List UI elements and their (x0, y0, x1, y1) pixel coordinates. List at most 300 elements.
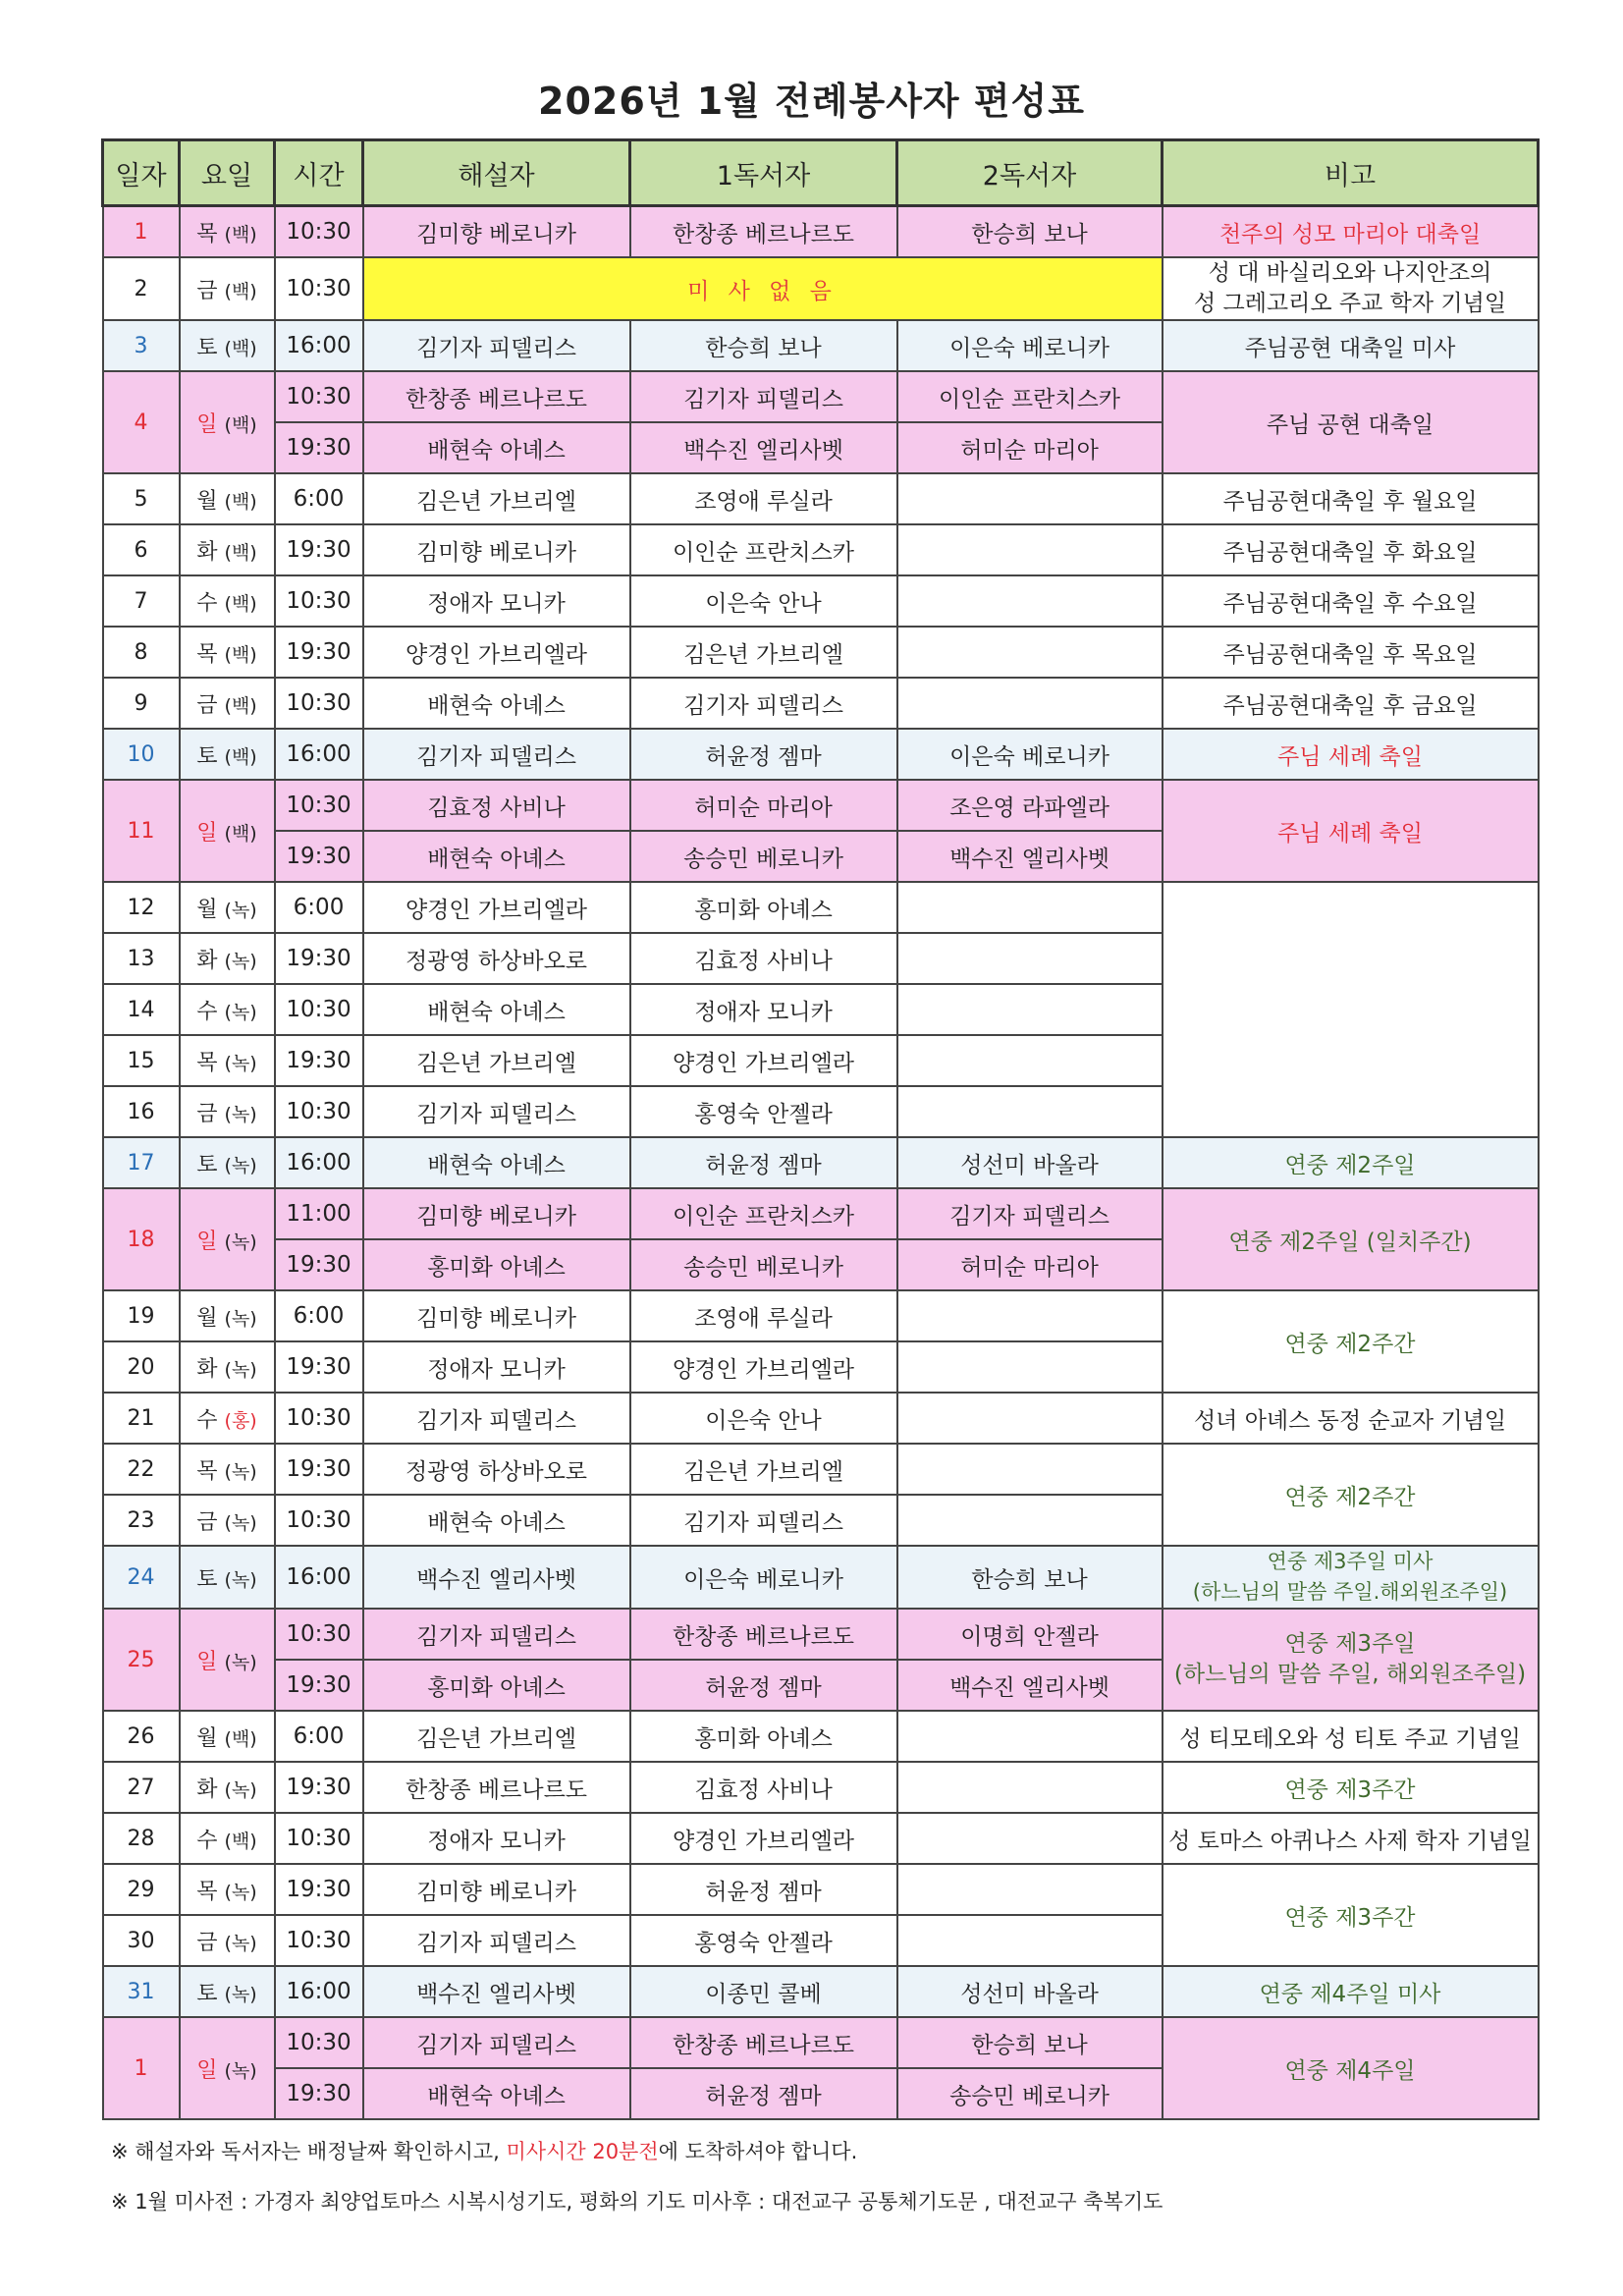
liturgical-color: (녹) (224, 1568, 257, 1591)
reader1-cell: 김기자 피델리스 (630, 371, 897, 422)
commentator-cell: 김은년 가브리엘 (363, 1711, 630, 1762)
time-cell: 16:00 (275, 1966, 363, 2017)
time-cell: 10:30 (275, 1609, 363, 1660)
note-cell: 성녀 아녜스 동정 순교자 기념일 (1163, 1393, 1539, 1444)
reader1-cell: 이은숙 안나 (630, 1393, 897, 1444)
reader1-cell: 홍미화 아녜스 (630, 882, 897, 933)
reader1-cell: 이은숙 안나 (630, 575, 897, 627)
liturgical-color: (녹) (224, 1651, 257, 1673)
weekday-cell (180, 257, 275, 320)
weekday-cell (180, 933, 275, 984)
liturgical-color: (녹) (224, 1511, 257, 1534)
reader2-cell (897, 1711, 1163, 1762)
note-cell: 연중 제2주간 (1163, 1444, 1539, 1546)
note-cell: 연중 제3주간 (1163, 1762, 1539, 1813)
day-cell: 30 (103, 1915, 180, 1966)
note-cell: 성 티모테오와 성 티토 주교 기념일 (1163, 1711, 1539, 1762)
day-cell: 19 (103, 1290, 180, 1341)
weekday-name: 금 (196, 1101, 218, 1126)
liturgical-color: (백) (224, 1830, 257, 1852)
table-row (103, 729, 1539, 780)
table-row (103, 575, 1539, 627)
weekday-cell (180, 1290, 275, 1341)
note-cell: 주님공현대축일 후 목요일 (1163, 627, 1539, 678)
time-cell: 10:30 (275, 575, 363, 627)
table-row (103, 1546, 1539, 1609)
time-cell: 16:00 (275, 1546, 363, 1609)
weekday-name: 화 (196, 539, 218, 565)
reader1-cell: 백수진 엘리사벳 (630, 422, 897, 473)
note-line-2: 성 그레고리오 주교 학자 기념일 (1193, 291, 1507, 316)
reader2-cell: 허미순 마리아 (897, 1239, 1163, 1290)
note-line-1: 성 대 바실리오와 나지안조의 (1208, 260, 1492, 286)
reader2-cell (897, 1035, 1163, 1086)
time-cell: 16:00 (275, 729, 363, 780)
weekday-name: 토 (196, 1566, 218, 1592)
footer-note-2: ※ 1월 미사전 : 가경자 최양업토마스 시복시성기도, 평화의 기도 미사후 : 대전교구 공통체기도문 , 대전교구 축복기도 (111, 2190, 1163, 2214)
weekday-name: 월 (196, 1725, 218, 1751)
reader1-cell: 허윤정 젬마 (630, 729, 897, 780)
table-header-row (103, 140, 1539, 206)
day-cell: 20 (103, 1341, 180, 1393)
reader2-cell: 이은숙 베로니카 (897, 320, 1163, 371)
time-cell: 10:30 (275, 984, 363, 1035)
header-weekday: 요일 (180, 140, 275, 206)
reader2-cell (897, 1813, 1163, 1864)
note-cell (1163, 1609, 1539, 1711)
weekday-name: 토 (196, 743, 218, 769)
commentator-cell: 김기자 피델리스 (363, 320, 630, 371)
reader2-cell: 한승희 보나 (897, 206, 1163, 258)
reader1-cell: 김기자 피델리스 (630, 1495, 897, 1546)
time-cell: 6:00 (275, 1711, 363, 1762)
liturgical-color: (녹) (224, 1052, 257, 1074)
time-cell: 19:30 (275, 2068, 363, 2119)
table-row (103, 1966, 1539, 2017)
weekday-name: 목 (196, 221, 218, 246)
reader1-cell: 허윤정 젬마 (630, 1137, 897, 1188)
weekday-cell (180, 729, 275, 780)
reader1-cell: 양경인 가브리엘라 (630, 1035, 897, 1086)
reader1-cell: 김은년 가브리엘 (630, 627, 897, 678)
weekday-name: 일 (196, 1649, 218, 1674)
weekday-cell (180, 320, 275, 371)
commentator-cell: 백수진 엘리사벳 (363, 1546, 630, 1609)
day-cell: 18 (103, 1188, 180, 1290)
note-cell: 연중 제4주일 미사 (1163, 1966, 1539, 2017)
commentator-cell: 김기자 피델리스 (363, 1393, 630, 1444)
commentator-cell: 정애자 모니카 (363, 1341, 630, 1393)
liturgical-color: (녹) (224, 950, 257, 972)
time-cell: 16:00 (275, 320, 363, 371)
reader2-cell (897, 933, 1163, 984)
commentator-cell: 정광영 하상바오로 (363, 933, 630, 984)
reader2-cell: 조은영 라파엘라 (897, 780, 1163, 831)
time-cell: 10:30 (275, 1086, 363, 1137)
table-row (103, 1762, 1539, 1813)
table-row (103, 1609, 1539, 1660)
weekday-cell (180, 524, 275, 575)
time-cell: 10:30 (275, 780, 363, 831)
weekday-name: 월 (196, 1305, 218, 1331)
reader2-cell (897, 1915, 1163, 1966)
time-cell: 10:30 (275, 257, 363, 320)
weekday-name: 일 (196, 411, 218, 437)
reader1-cell: 이인순 프란치스카 (630, 1188, 897, 1239)
reader2-cell: 이인순 프란치스카 (897, 371, 1163, 422)
table-row (103, 1444, 1539, 1495)
liturgical-color: (백) (224, 541, 257, 564)
table-row (103, 780, 1539, 831)
table-row (103, 1864, 1539, 1915)
liturgical-color: (녹) (224, 1230, 257, 1253)
reader1-cell: 홍미화 아녜스 (630, 1711, 897, 1762)
time-cell: 10:30 (275, 371, 363, 422)
commentator-cell: 김효정 사비나 (363, 780, 630, 831)
weekday-name: 금 (196, 278, 218, 303)
table-row (103, 1137, 1539, 1188)
note-cell: 연중 제2주일 (일치주간) (1163, 1188, 1539, 1290)
note-cell: 주님공현대축일 후 화요일 (1163, 524, 1539, 575)
weekday-cell (180, 1609, 275, 1711)
weekday-name: 금 (196, 1930, 218, 1955)
note-cell (1163, 882, 1539, 1137)
note-cell (1163, 257, 1539, 320)
table-row (103, 1393, 1539, 1444)
reader1-cell: 홍영숙 안젤라 (630, 1086, 897, 1137)
liturgical-color: (백) (224, 337, 257, 359)
commentator-cell: 김미향 베로니카 (363, 1864, 630, 1915)
commentator-cell: 김기자 피델리스 (363, 1915, 630, 1966)
weekday-name: 금 (196, 692, 218, 718)
time-cell: 19:30 (275, 1035, 363, 1086)
header-note: 비고 (1163, 140, 1539, 206)
weekday-cell (180, 1137, 275, 1188)
reader2-cell: 이명희 안젤라 (897, 1609, 1163, 1660)
header-day: 일자 (103, 140, 180, 206)
header-commentator: 해설자 (363, 140, 630, 206)
time-cell: 19:30 (275, 1341, 363, 1393)
liturgical-color: (녹) (224, 2059, 257, 2082)
reader1-cell: 한창종 베르나르도 (630, 2017, 897, 2068)
reader1-cell: 조영애 루실라 (630, 1290, 897, 1341)
note-cell: 주님공현대축일 후 수요일 (1163, 575, 1539, 627)
footer-note-1 (111, 2136, 857, 2165)
header-reader1: 1독서자 (630, 140, 897, 206)
reader2-cell: 한승희 보나 (897, 2017, 1163, 2068)
footer-note-1-a: ※ 해설자와 독서자는 배정날짜 확인하시고, (111, 2140, 507, 2163)
time-cell: 6:00 (275, 882, 363, 933)
reader1-cell: 허윤정 젬마 (630, 2068, 897, 2119)
time-cell: 6:00 (275, 1290, 363, 1341)
reader1-cell: 이은숙 베로니카 (630, 1546, 897, 1609)
reader2-cell: 백수진 엘리사벳 (897, 831, 1163, 882)
time-cell: 19:30 (275, 524, 363, 575)
day-cell: 31 (103, 1966, 180, 2017)
day-cell: 9 (103, 678, 180, 729)
reader1-cell: 한창종 베르나르도 (630, 1609, 897, 1660)
weekday-cell (180, 1915, 275, 1966)
commentator-cell: 정광영 하상바오로 (363, 1444, 630, 1495)
reader2-cell: 송승민 베로니카 (897, 2068, 1163, 2119)
liturgical-color: (백) (224, 280, 257, 302)
liturgical-color: (백) (224, 643, 257, 666)
commentator-cell: 배현숙 아녜스 (363, 678, 630, 729)
liturgical-color: (백) (224, 1727, 257, 1750)
reader1-cell: 허윤정 젬마 (630, 1660, 897, 1711)
reader2-cell (897, 1762, 1163, 1813)
weekday-name: 월 (196, 488, 218, 514)
time-cell: 19:30 (275, 422, 363, 473)
day-cell: 11 (103, 780, 180, 882)
weekday-cell (180, 627, 275, 678)
reader1-cell: 양경인 가브리엘라 (630, 1341, 897, 1393)
commentator-cell: 김기자 피델리스 (363, 729, 630, 780)
no-mass-cell: 미 사 없 음 (363, 257, 1163, 320)
time-cell: 10:30 (275, 2017, 363, 2068)
reader1-cell: 한승희 보나 (630, 320, 897, 371)
time-cell: 10:30 (275, 1393, 363, 1444)
time-cell: 6:00 (275, 473, 363, 524)
page-title: 2026년 1월 전례봉사자 편성표 (538, 80, 1085, 123)
table-row (103, 678, 1539, 729)
time-cell: 10:30 (275, 1915, 363, 1966)
reader2-cell: 김기자 피델리스 (897, 1188, 1163, 1239)
weekday-name: 화 (196, 1356, 218, 1382)
weekday-cell (180, 1495, 275, 1546)
header-reader2: 2독서자 (897, 140, 1163, 206)
day-cell: 6 (103, 524, 180, 575)
day-cell: 1 (103, 2017, 180, 2119)
weekday-name: 일 (196, 2057, 218, 2083)
day-cell: 12 (103, 882, 180, 933)
schedule-table (101, 138, 1540, 2120)
day-cell: 15 (103, 1035, 180, 1086)
day-cell: 27 (103, 1762, 180, 1813)
note-cell: 천주의 성모 마리아 대축일 (1163, 206, 1539, 258)
time-cell: 16:00 (275, 1137, 363, 1188)
weekday-name: 목 (196, 641, 218, 667)
commentator-cell: 배현숙 아녜스 (363, 1137, 630, 1188)
table-row (103, 1188, 1539, 1239)
liturgical-color: (녹) (224, 1103, 257, 1125)
day-cell: 13 (103, 933, 180, 984)
commentator-cell: 정애자 모니카 (363, 575, 630, 627)
reader2-cell: 이은숙 베로니카 (897, 729, 1163, 780)
time-cell: 19:30 (275, 1239, 363, 1290)
commentator-cell: 배현숙 아녜스 (363, 984, 630, 1035)
day-cell: 14 (103, 984, 180, 1035)
commentator-cell: 배현숙 아녜스 (363, 831, 630, 882)
reader2-cell (897, 1393, 1163, 1444)
day-cell: 21 (103, 1393, 180, 1444)
table-row (103, 627, 1539, 678)
time-cell: 10:30 (275, 206, 363, 258)
weekday-cell (180, 371, 275, 473)
weekday-cell (180, 575, 275, 627)
time-cell: 19:30 (275, 1762, 363, 1813)
reader1-cell: 김은년 가브리엘 (630, 1444, 897, 1495)
note-line-1: 연중 제3주일 미사 (1267, 1550, 1434, 1573)
reader2-cell (897, 1086, 1163, 1137)
time-cell: 11:00 (275, 1188, 363, 1239)
time-cell: 19:30 (275, 1444, 363, 1495)
liturgical-color: (녹) (224, 899, 257, 921)
reader1-cell: 이종민 콜베 (630, 1966, 897, 2017)
commentator-cell: 김은년 가브리엘 (363, 473, 630, 524)
weekday-name: 월 (196, 897, 218, 922)
commentator-cell: 김미향 베로니카 (363, 1290, 630, 1341)
commentator-cell: 백수진 엘리사벳 (363, 1966, 630, 2017)
weekday-name: 일 (196, 1229, 218, 1254)
note-cell: 주님공현대축일 후 금요일 (1163, 678, 1539, 729)
weekday-cell (180, 206, 275, 258)
note-cell (1163, 1546, 1539, 1609)
weekday-name: 토 (196, 1981, 218, 2006)
commentator-cell: 홍미화 아녜스 (363, 1660, 630, 1711)
commentator-cell: 김미향 베로니카 (363, 1188, 630, 1239)
weekday-name: 토 (196, 335, 218, 360)
footer-note-1-highlight: 미사시간 20분전 (506, 2140, 659, 2163)
weekday-name: 수 (196, 999, 218, 1024)
commentator-cell: 김기자 피델리스 (363, 2017, 630, 2068)
note-cell: 성 토마스 아퀴나스 사제 학자 기념일 (1163, 1813, 1539, 1864)
day-cell: 7 (103, 575, 180, 627)
commentator-cell: 한창종 베르나르도 (363, 371, 630, 422)
note-line-2: (하느님의 말씀 주일.해외원조주일) (1192, 1580, 1508, 1604)
day-cell: 5 (103, 473, 180, 524)
time-cell: 19:30 (275, 627, 363, 678)
commentator-cell: 양경인 가브리엘라 (363, 882, 630, 933)
day-cell: 28 (103, 1813, 180, 1864)
liturgical-color: (백) (224, 490, 257, 513)
commentator-cell: 김기자 피델리스 (363, 1609, 630, 1660)
weekday-cell (180, 780, 275, 882)
weekday-name: 토 (196, 1152, 218, 1177)
table-row (103, 473, 1539, 524)
reader2-cell (897, 524, 1163, 575)
time-cell: 10:30 (275, 1495, 363, 1546)
weekday-cell (180, 1188, 275, 1290)
weekday-cell (180, 1762, 275, 1813)
liturgical-color: (녹) (224, 1307, 257, 1330)
reader2-cell (897, 473, 1163, 524)
reader2-cell (897, 1290, 1163, 1341)
weekday-cell (180, 1393, 275, 1444)
liturgical-color: (백) (224, 822, 257, 845)
note-cell: 주님공현대축일 후 월요일 (1163, 473, 1539, 524)
commentator-cell: 한창종 베르나르도 (363, 1762, 630, 1813)
weekday-cell (180, 473, 275, 524)
day-cell: 26 (103, 1711, 180, 1762)
liturgical-color: (녹) (224, 1001, 257, 1023)
liturgical-color: (백) (224, 413, 257, 436)
reader1-cell: 양경인 가브리엘라 (630, 1813, 897, 1864)
day-cell: 29 (103, 1864, 180, 1915)
weekday-cell (180, 1864, 275, 1915)
commentator-cell: 김기자 피델리스 (363, 1086, 630, 1137)
weekday-cell (180, 1546, 275, 1609)
weekday-name: 수 (196, 590, 218, 616)
note-cell: 연중 제4주일 (1163, 2017, 1539, 2119)
reader2-cell: 성선미 바올라 (897, 1966, 1163, 2017)
reader1-cell: 조영애 루실라 (630, 473, 897, 524)
reader2-cell: 허미순 마리아 (897, 422, 1163, 473)
reader1-cell: 허윤정 젬마 (630, 1864, 897, 1915)
weekday-cell (180, 1966, 275, 2017)
liturgical-color: (녹) (224, 1778, 257, 1801)
weekday-cell (180, 1813, 275, 1864)
note-line-1: 연중 제3주일 (1284, 1631, 1416, 1657)
commentator-cell: 배현숙 아녜스 (363, 1495, 630, 1546)
time-cell: 10:30 (275, 1813, 363, 1864)
day-cell: 16 (103, 1086, 180, 1137)
note-cell: 주님 세례 축일 (1163, 780, 1539, 882)
weekday-name: 금 (196, 1509, 218, 1535)
weekday-name: 수 (196, 1407, 218, 1433)
day-cell: 1 (103, 206, 180, 258)
day-cell: 10 (103, 729, 180, 780)
table-row (103, 371, 1539, 422)
commentator-cell: 홍미화 아녜스 (363, 1239, 630, 1290)
reader1-cell: 허미순 마리아 (630, 780, 897, 831)
day-cell: 25 (103, 1609, 180, 1711)
reader2-cell (897, 1444, 1163, 1495)
table-row (103, 1711, 1539, 1762)
day-cell: 2 (103, 257, 180, 320)
time-cell: 19:30 (275, 1660, 363, 1711)
note-cell: 주님 세례 축일 (1163, 729, 1539, 780)
liturgical-color: (녹) (224, 1154, 257, 1176)
weekday-name: 화 (196, 948, 218, 973)
note-line-2: (하느님의 말씀 주일, 해외원조주일) (1173, 1662, 1527, 1687)
day-cell: 24 (103, 1546, 180, 1609)
note-cell: 주님 공현 대축일 (1163, 371, 1539, 473)
weekday-name: 화 (196, 1777, 218, 1802)
reader2-cell (897, 627, 1163, 678)
liturgical-color: (녹) (224, 1881, 257, 1903)
weekday-cell (180, 1444, 275, 1495)
reader2-cell (897, 1864, 1163, 1915)
footer-note-1-b: 에 도착하셔야 합니다. (658, 2140, 858, 2163)
reader1-cell: 송승민 베로니카 (630, 831, 897, 882)
liturgical-color: (홍) (224, 1409, 257, 1432)
weekday-name: 일 (196, 820, 218, 846)
weekday-cell (180, 1341, 275, 1393)
day-cell: 8 (103, 627, 180, 678)
weekday-name: 목 (196, 1050, 218, 1075)
time-cell: 19:30 (275, 933, 363, 984)
liturgical-color: (백) (224, 592, 257, 615)
time-cell: 19:30 (275, 831, 363, 882)
liturgical-color: (백) (224, 745, 257, 768)
reader1-cell: 송승민 베로니카 (630, 1239, 897, 1290)
day-cell: 4 (103, 371, 180, 473)
liturgical-color: (녹) (224, 1932, 257, 1954)
reader2-cell: 성선미 바올라 (897, 1137, 1163, 1188)
commentator-cell: 김미향 베로니카 (363, 206, 630, 258)
reader2-cell (897, 1495, 1163, 1546)
reader1-cell: 김기자 피델리스 (630, 678, 897, 729)
commentator-cell: 정애자 모니카 (363, 1813, 630, 1864)
reader2-cell (897, 984, 1163, 1035)
weekday-cell (180, 984, 275, 1035)
day-cell: 17 (103, 1137, 180, 1188)
note-cell: 주님공현 대축일 미사 (1163, 320, 1539, 371)
reader2-cell: 한승희 보나 (897, 1546, 1163, 1609)
header-time: 시간 (275, 140, 363, 206)
time-cell: 19:30 (275, 1864, 363, 1915)
